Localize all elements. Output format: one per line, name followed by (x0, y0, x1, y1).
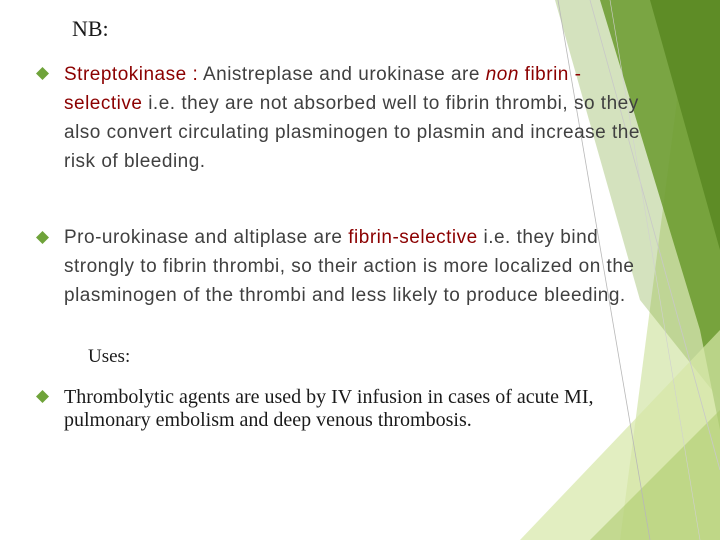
bullet-pro-urokinase (64, 223, 654, 310)
uses-label: Uses: (88, 346, 131, 367)
bullet2-text-a: Pro-urokinase and altiplase are (64, 227, 349, 248)
diamond-bullet-icon (36, 390, 49, 403)
bullet1-text-a: Anistreplase and urokinase are (202, 64, 486, 85)
diamond-bullet-icon (36, 231, 49, 244)
bullet1-text-b: i.e. they are not absorbed well to fibrin thrombi, so they also convert circulating plasminogen to plasmin and increase the risk of bleeding. (64, 93, 640, 172)
nb-heading: NB: (72, 16, 109, 41)
bullet2-text-b: i.e. they bind strongly to fibrin thrombi, so their action is more localized on the plasminogen of the thrombi and less likely to produce bleeding. (64, 227, 635, 306)
diamond-bullet-icon (36, 67, 49, 80)
bullet1-non: non (485, 64, 519, 85)
bullet2-fibrin-selective: fibrin-selective (348, 227, 478, 248)
bullet-streptokinase (64, 60, 654, 176)
bullet-thrombolytic-uses: Thrombolytic agents are used by IV infusion in cases of acute MI, pulmonary embolism and deep venous thrombosis. (64, 386, 594, 431)
bullet1-fibrin-selective: fibrin -selective (64, 64, 582, 114)
streptokinase-term: Streptokinase : (64, 64, 203, 85)
